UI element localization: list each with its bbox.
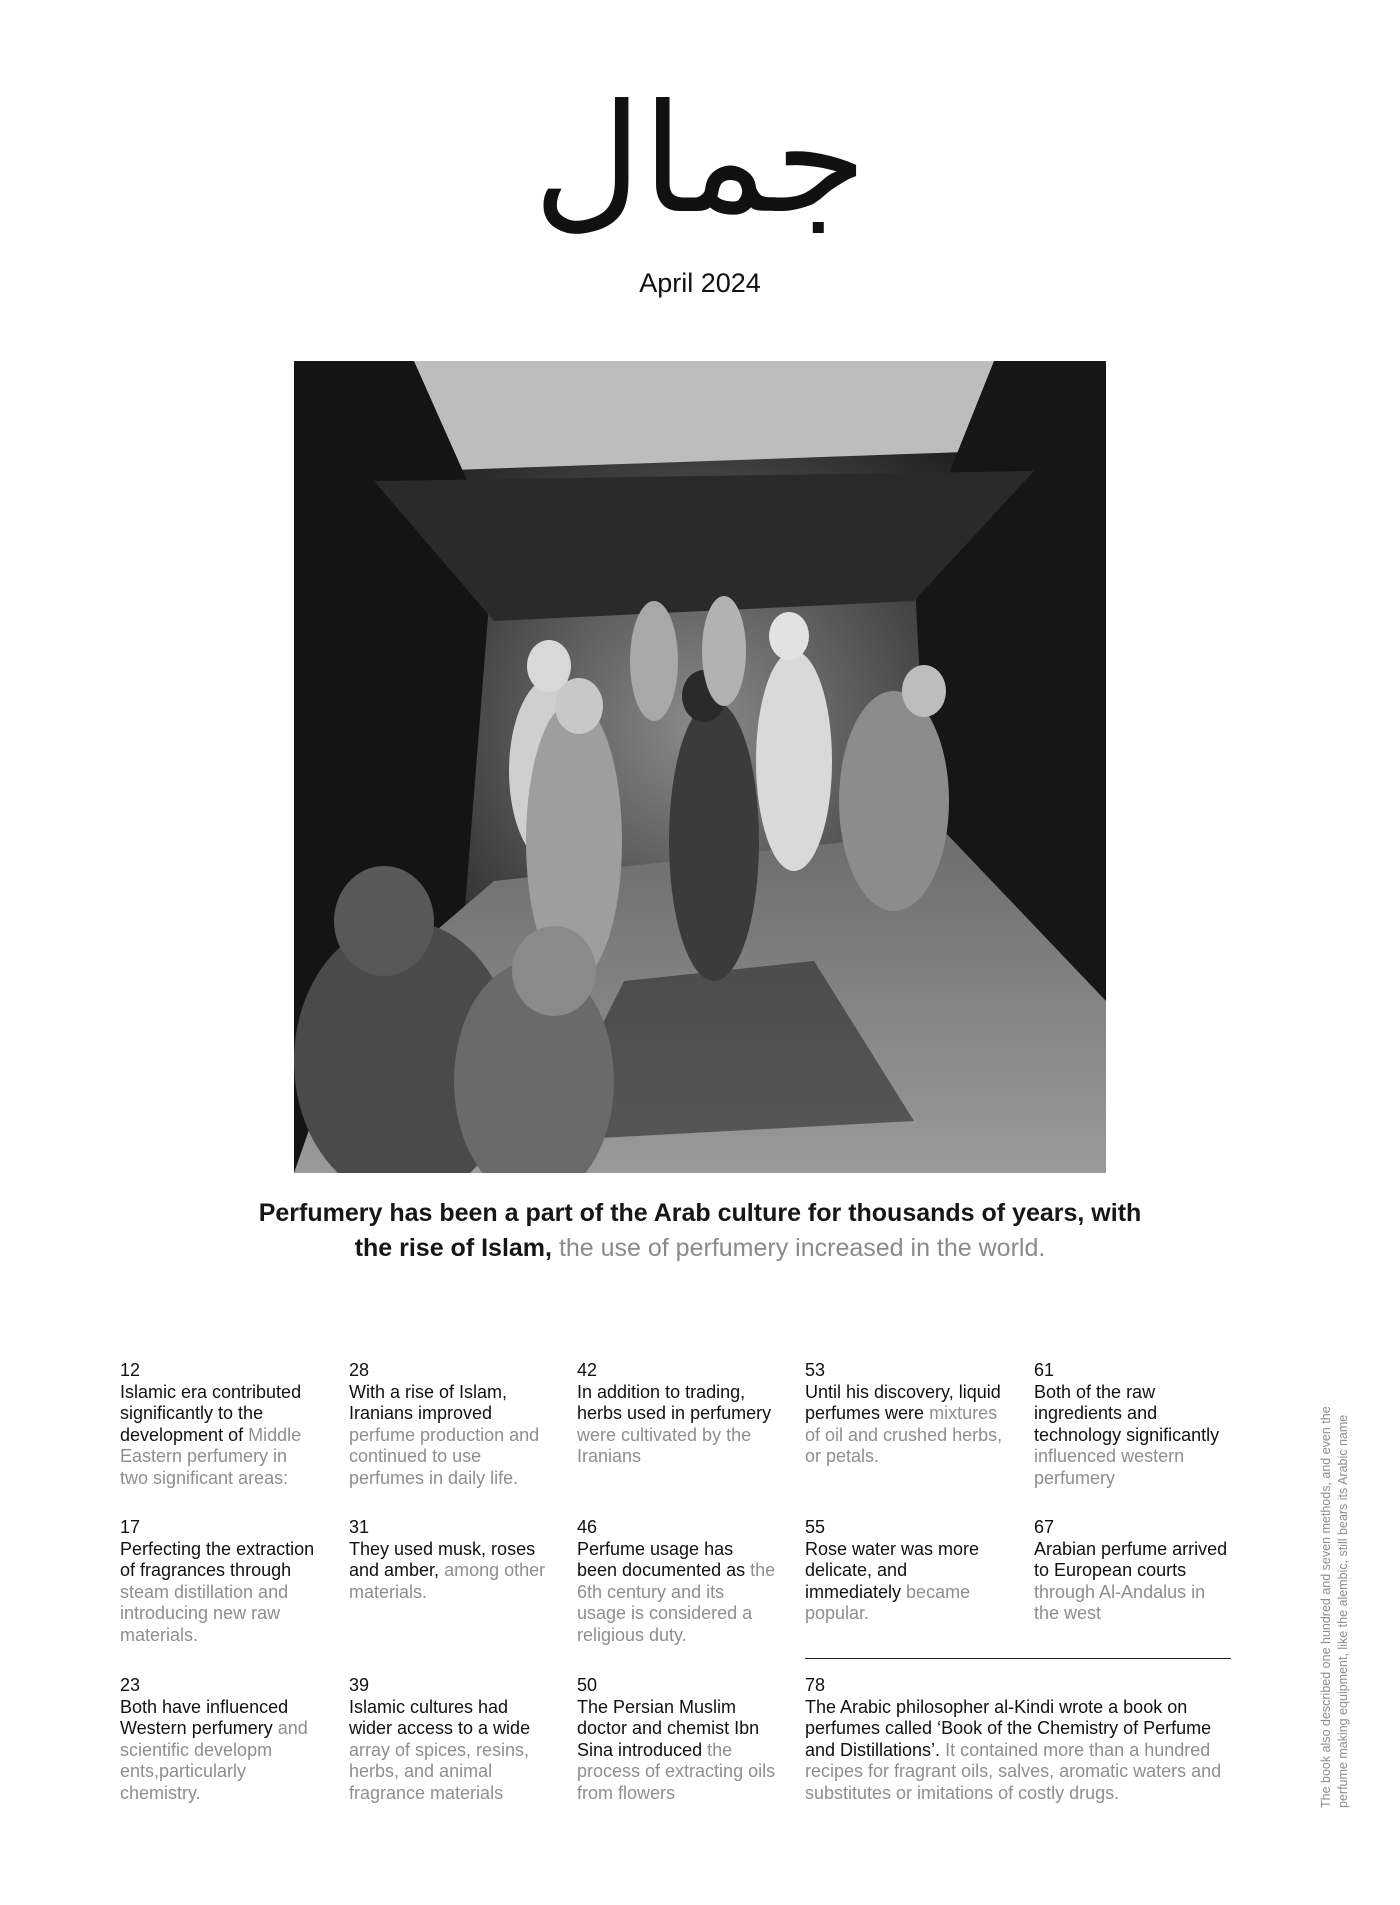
fact-number: 42 [577,1360,598,1380]
issue-date: April 2024 [639,268,761,298]
fact-text: Arabian perfume arrived to European courts [1034,1538,1228,1581]
fact-number: 31 [349,1517,370,1537]
fact-text: With a rise of Islam, Iranians improved [349,1381,508,1424]
fact-cell [120,1675,320,1805]
fact-cell [1034,1517,1234,1625]
fact-muted-text: Middle Eastern perfumery in two significant areas: [120,1424,302,1488]
fact-number: 50 [577,1675,598,1695]
fact-muted-text: became popular. [805,1581,971,1624]
fact-number: 53 [805,1360,826,1380]
fact-text: The Arabic philosopher al-Kindi wrote a book on perfumes called ‘Book of the Chemistry of Perfume and Distillations’. [805,1696,1212,1760]
fact-text: They used musk, roses and amber, [349,1538,536,1581]
fact-number: 28 [349,1360,370,1380]
fact-text: Both of the raw ingredients and technology significantly [1034,1381,1220,1445]
fact-text: Islamic cultures had wider access to a wide [349,1696,531,1739]
fact-muted-text: among other materials. [349,1560,546,1602]
fact-muted-text: influenced western perfumery [1034,1446,1185,1488]
fact-cell [577,1675,777,1805]
fact-muted-text: were cultivated by the Iranians [577,1424,752,1467]
fact-cell [805,1360,1005,1468]
market-photo-illustration [294,361,1106,1173]
fact-muted-text: through Al-Andalus in the west [1034,1581,1206,1624]
fact-text: Islamic era contributed significantly to the development of [120,1381,302,1445]
fact-muted-text: the 6th century and its usage is considered a religious duty. [577,1560,776,1645]
arabic-title: جمال [532,73,868,247]
lead-paragraph [240,1196,1160,1266]
fact-muted-text: the process of extracting oils from flowers [577,1739,776,1803]
fact-muted-text: array of spices, resins, herbs, and animal fragrance materials [349,1739,530,1803]
fact-text: The Persian Muslim doctor and chemist Ibn Sina introduced [577,1696,760,1760]
section-divider [805,1658,1231,1659]
fact-cell [349,1517,549,1603]
fact-cell [120,1360,320,1490]
lead-dark-text: Perfumery has been a part of the Arab culture for thousands of years, with the rise of Islam, [258,1199,1142,1262]
fact-number: 17 [120,1517,141,1537]
fact-number: 12 [120,1360,141,1380]
fact-number: 46 [577,1517,598,1537]
fact-muted-text: mixtures of oil and crushed herbs, or petals. [805,1403,1003,1467]
fact-number: 23 [120,1675,141,1695]
fact-cell [120,1517,320,1647]
fact-text: Perfume usage has been documented as [577,1538,746,1581]
fact-cell [577,1517,777,1647]
fact-text: Both have influenced Western perfumery [120,1696,289,1739]
fact-muted-text: and scientific developm ents,particularly chemistry. [120,1718,308,1803]
lead-muted-text: the use of perfumery increased in the world. [558,1234,1046,1262]
fact-text: In addition to trading, herbs used in perfumery [577,1381,772,1424]
fact-cell [805,1517,1005,1625]
fact-cell [1034,1360,1234,1490]
fact-cell [349,1360,549,1490]
fact-number: 78 [805,1675,826,1695]
fact-cell [577,1360,777,1468]
fact-muted-text: perfume production and continued to use perfumes in daily life. [349,1424,540,1488]
fact-number: 61 [1034,1360,1055,1380]
fact-number: 55 [805,1517,826,1537]
fact-number: 67 [1034,1517,1055,1537]
fact-cell [349,1675,549,1805]
fact-muted-text: steam distillation and introducing new raw materials. [120,1581,289,1645]
fact-number: 39 [349,1675,370,1695]
fact-text: Perfecting the extraction of fragrances through [120,1538,315,1581]
fact-muted-text: It contained more than a hundred recipes for fragrant oils, salves, aromatic waters and substitutes or imitations of costly drugs. [805,1739,1222,1803]
vertical-sidenote: The book also described one hundred and seven methods, and even the perfume making equipment, like the alembic, still bears its Arabic name [1319,1406,1350,1808]
fact-text: Until his discovery, liquid perfumes were [805,1381,1001,1424]
fact-text: Rose water was more delicate, and immediately [805,1538,980,1602]
market-photo [294,361,1106,1173]
fact-cell-wide [805,1675,1225,1805]
